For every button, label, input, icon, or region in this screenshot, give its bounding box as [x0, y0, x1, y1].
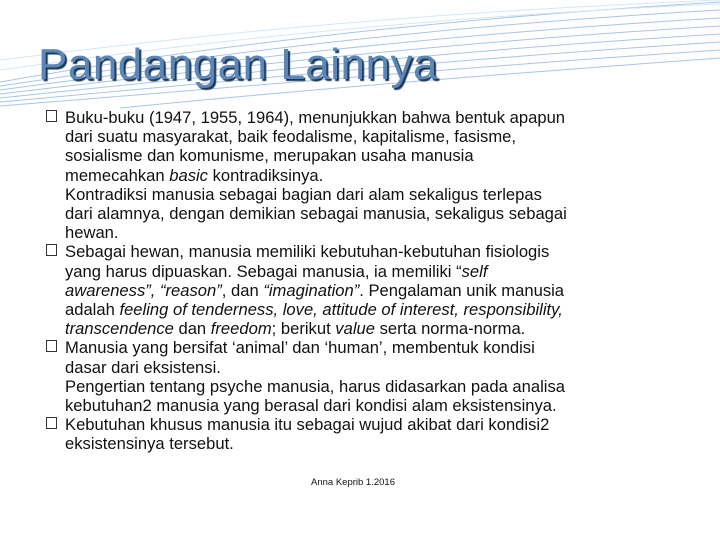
text-line — [65, 319, 706, 338]
text-segment: , dan — [221, 280, 264, 300]
italic-text: awareness”, “reason” — [65, 280, 222, 300]
italic-text: feeling of tenderness, love, attitude of interest, responsibility, — [119, 300, 563, 320]
text-segment: dasar dari eksistensi. — [65, 357, 221, 377]
text-line — [65, 146, 706, 165]
paragraph — [46, 338, 706, 376]
text-segment: ; berikut — [271, 319, 336, 339]
text-line — [65, 358, 706, 377]
text-line — [65, 108, 706, 127]
slide-footer: Anna Keprib 1.2016 — [311, 477, 395, 488]
text-segment: hewan. — [65, 223, 119, 243]
italic-text: transcendence — [65, 319, 174, 339]
text-segment: kontradiksinya. — [207, 165, 324, 185]
text-segment: dari suatu masyarakat, baik feodalisme, kapitalisme, fasisme, — [65, 127, 516, 147]
bullet-box-icon — [46, 340, 57, 352]
text-line — [65, 281, 706, 300]
paragraph — [46, 415, 706, 453]
text-segment: yang harus dipuaskan. Sebagai manusia, ia memiliki “ — [65, 261, 462, 281]
text-segment: Manusia yang bersifat ‘animal’ dan ‘human’, membentuk kondisi — [65, 338, 535, 358]
bullet-box-icon — [46, 110, 57, 122]
text-segment: dari alamnya, dengan demikian sebagai manusia, sekaligus sebagai — [65, 204, 567, 224]
italic-text: “imagination” — [263, 280, 360, 300]
text-segment: Kontradiksi manusia sebagai bagian dari alam sekaligus terlepas — [65, 184, 542, 204]
italic-text: freedom — [210, 319, 272, 339]
text-line — [65, 434, 706, 453]
text-segment: memecahkan — [65, 165, 170, 185]
italic-text: basic — [169, 165, 208, 185]
paragraph — [46, 108, 706, 185]
text-segment: Sebagai hewan, manusia memiliki kebutuhan-kebutuhan fisiologis — [65, 242, 550, 262]
paragraph — [46, 377, 706, 415]
text-segment: serta norma-norma. — [374, 319, 526, 339]
text-line — [65, 396, 706, 415]
text-segment: eksistensinya tersebut. — [65, 434, 234, 454]
text-line — [65, 300, 706, 319]
bullet-box-icon — [46, 244, 57, 256]
text-segment: dan — [173, 319, 211, 339]
slide-title: Pandangan Lainnya — [38, 40, 438, 89]
text-line — [65, 242, 706, 261]
text-line — [65, 415, 706, 434]
text-segment: . Pengalaman unik manusia — [359, 280, 565, 300]
text-line — [65, 185, 706, 204]
text-segment: Kebutuhan khusus manusia itu sebagai wujud akibat dari kondisi2 — [65, 415, 550, 435]
italic-text: self — [461, 261, 488, 281]
text-line — [65, 377, 706, 396]
text-line — [65, 166, 706, 185]
slide-body — [46, 108, 706, 454]
text-line — [65, 204, 706, 223]
bullet-box-icon — [46, 417, 57, 429]
paragraph — [46, 242, 706, 338]
text-line — [65, 338, 706, 357]
text-segment: Buku-buku (1947, 1955, 1964), menunjukkan bahwa bentuk apapun — [65, 108, 566, 127]
text-line — [65, 262, 706, 281]
text-line — [65, 127, 706, 146]
paragraph — [46, 185, 706, 243]
italic-text: value — [335, 319, 375, 339]
text-segment: Pengertian tentang psyche manusia, harus didasarkan pada analisa — [65, 376, 565, 396]
text-segment: sosialisme dan komunisme, merupakan usaha manusia — [65, 146, 474, 166]
text-segment: kebutuhan2 manusia yang berasal dari kondisi alam eksistensinya. — [65, 396, 557, 416]
text-line — [65, 223, 706, 242]
text-segment: adalah — [65, 300, 120, 320]
